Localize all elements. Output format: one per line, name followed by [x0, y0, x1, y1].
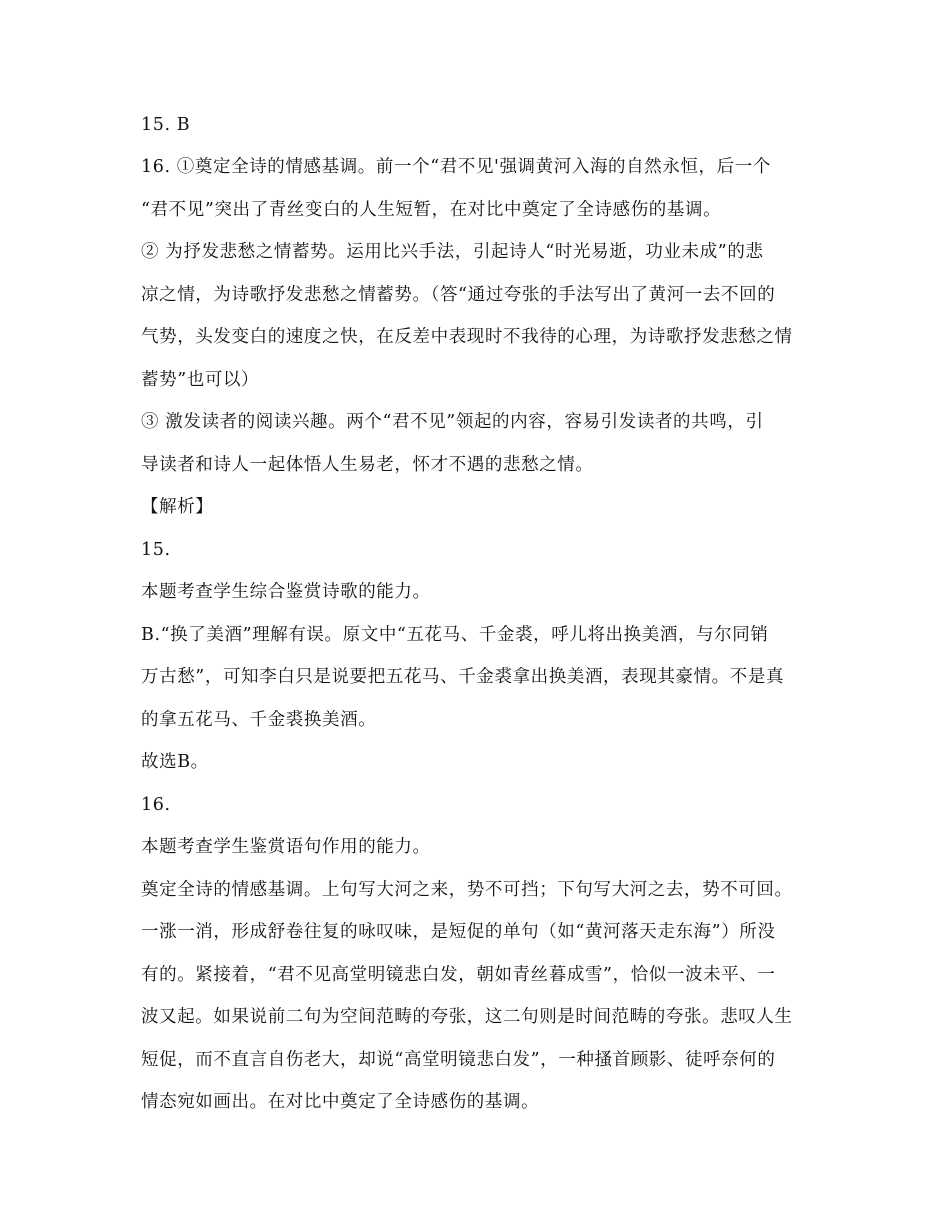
analysis-16-line-2: 奠定全诗的情感基调。上句写大河之来，势不可挡；下句写大河之去，势不可回。	[141, 880, 793, 900]
answer-16-line-4: 凉之情，为诗歌抒发悲愁之情蓄势。（答“通过夸张的手法写出了黄河一去不回的	[141, 285, 776, 305]
analysis-16-number: 16.	[141, 795, 171, 815]
analysis-15-line-1: 本题考查学生综合鉴赏诗歌的能力。	[141, 582, 431, 602]
analysis-16-line-3: 一涨一消，形成舒卷往复的咏叹味，是短促的单句（如“黄河落天走东海”）所没	[141, 922, 776, 942]
analysis-15-line-4: 的拿五花马、千金裘换美酒。	[141, 710, 377, 730]
analysis-16-line-1: 本题考查学生鉴赏语句作用的能力。	[141, 837, 431, 857]
answer-15: 15. B	[141, 115, 191, 135]
analysis-15-line-5: 故选B。	[141, 752, 209, 772]
answer-16-line-5: 气势，头发变白的速度之快，在反差中表现时不我待的心理，为诗歌抒发悲愁之情	[141, 327, 793, 347]
answer-16-line-8: 导读者和诗人一起体悟人生易老，怀才不遇的悲愁之情。	[141, 455, 594, 475]
answer-16-line-1: 16. ①奠定全诗的情感基调。前一个“君不见'强调黄河入海的自然永恒，后一个	[141, 157, 771, 177]
answer-16-line-7: ③ 激发读者的阅读兴趣。两个“君不见”领起的内容，容易引发读者的共鸣，引	[141, 412, 764, 432]
analysis-heading: 【解析】	[141, 497, 214, 517]
answer-16-line-3: ② 为抒发悲愁之情蓄势。运用比兴手法，引起诗人“时光易逝，功业未成”的悲	[141, 242, 764, 262]
analysis-16-line-6: 短促，而不直言自伤老大，却说“高堂明镜悲白发”，一种搔首顾影、徒呼奈何的	[141, 1050, 776, 1070]
analysis-16-line-7: 情态宛如画出。在对比中奠定了全诗感伤的基调。	[141, 1092, 540, 1112]
analysis-16-line-5: 波又起。如果说前二句为空间范畴的夸张，这二句则是时间范畴的夸张。悲叹人生	[141, 1007, 793, 1027]
analysis-15-number: 15.	[141, 540, 171, 560]
answer-16-line-6: 蓄势”也可以）	[141, 370, 260, 390]
analysis-16-line-4: 有的。紧接着，“君不见高堂明镜悲白发，朝如青丝暮成雪”，恰似一波未平、一	[141, 965, 776, 985]
analysis-15-line-2: B.“换了美酒”理解有误。原文中“五花马、千金裘，呼儿将出换美酒，与尔同销	[141, 625, 769, 645]
answer-16-line-2: “君不见”突出了青丝变白的人生短暂，在对比中奠定了全诗感伤的基调。	[141, 200, 722, 220]
analysis-15-line-3: 万古愁”，可知李白只是说要把五花马、千金裘拿出换美酒，表现其豪情。不是真	[141, 667, 785, 687]
